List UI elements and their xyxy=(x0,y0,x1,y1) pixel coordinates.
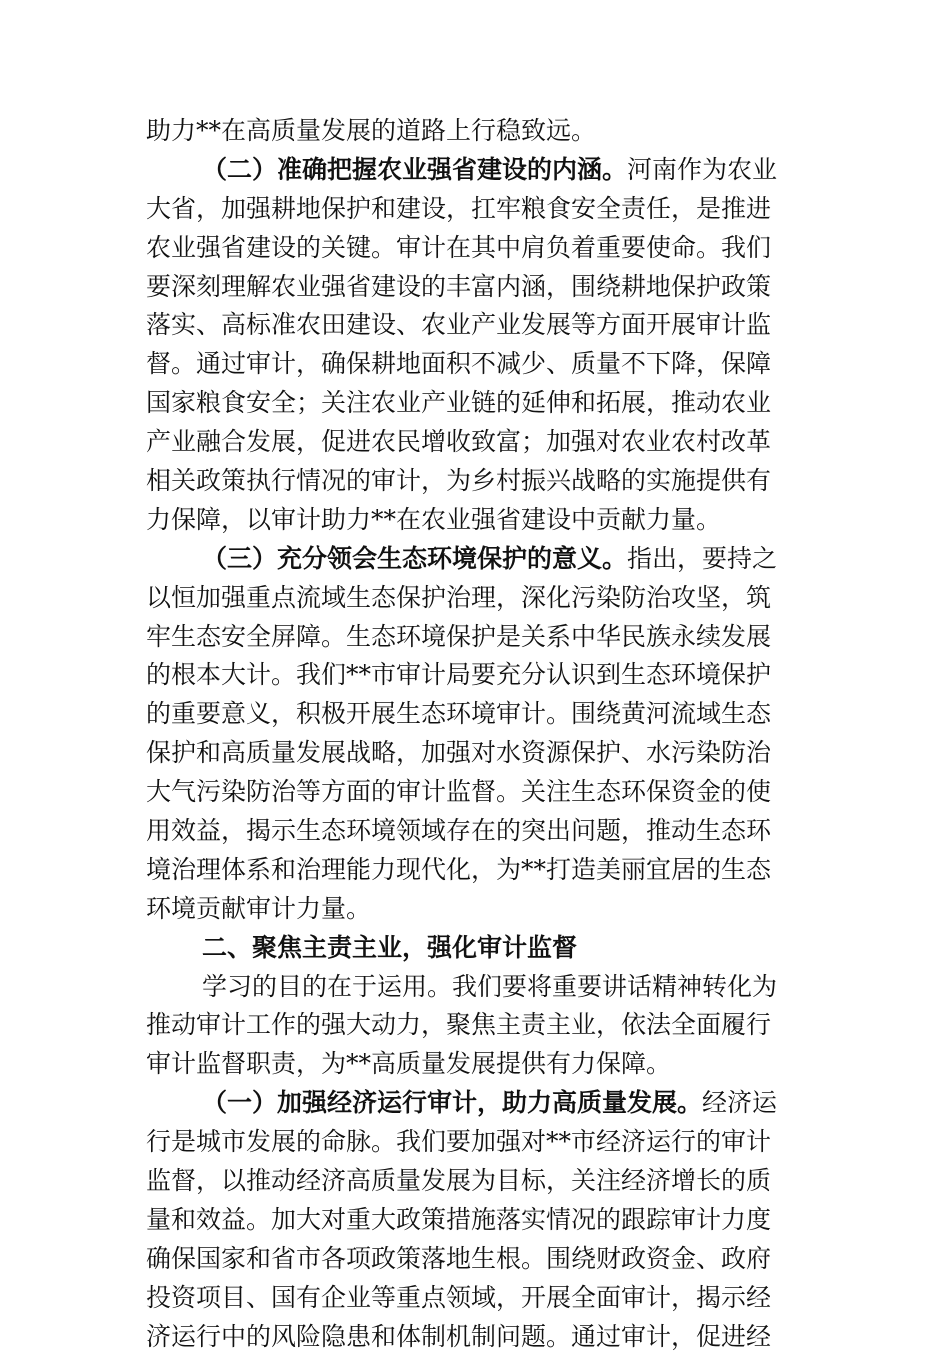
paragraph-text: 河南作为农业 xyxy=(627,154,778,184)
paragraph-text: 以恒加强重点流域生态保护治理，深化污染防治攻坚，筑 xyxy=(146,582,772,612)
paragraph-text: 相关政策执行情况的审计，为乡村振兴战略的实施提供有 xyxy=(146,466,772,496)
paragraph-text: 行是城市发展的命脉。我们要加强对**市经济运行的审计 xyxy=(146,1127,772,1157)
paragraph-line xyxy=(146,1279,806,1318)
paragraph-line xyxy=(146,968,806,1007)
paragraph-line xyxy=(146,1123,806,1162)
paragraph-text: 保护和高质量发展战略，加强对水资源保护、水污染防治 xyxy=(146,738,772,768)
paragraph-line xyxy=(146,1240,806,1279)
paragraph-text: 确保国家和省市各项政策落地生根。围绕财政资金、政府 xyxy=(146,1243,772,1273)
paragraph-line xyxy=(146,656,806,695)
subsection-line xyxy=(146,1084,806,1123)
paragraph-line xyxy=(146,1006,806,1045)
section-heading-text: 二、聚焦主责主业，强化审计监督 xyxy=(202,932,578,962)
paragraph-line xyxy=(146,812,806,851)
paragraph-text: 审计监督职责，为**高质量发展提供有力保障。 xyxy=(146,1049,672,1079)
paragraph-text: 监督，以推动经济高质量发展为目标，关注经济增长的质 xyxy=(146,1166,772,1196)
subsection-line xyxy=(146,540,806,579)
paragraph-text: 投资项目、国有企业等重点领域，开展全面审计，揭示经 xyxy=(146,1282,772,1312)
paragraph-text: 大气污染防治等方面的审计监督。关注生态环保资金的使 xyxy=(146,777,772,807)
paragraph-text: 经济运 xyxy=(702,1088,778,1118)
paragraph-line xyxy=(146,384,806,423)
paragraph-text: 推动审计工作的强大动力，聚焦主责主业，依法全面履行 xyxy=(146,1010,772,1040)
paragraph-line xyxy=(146,229,806,268)
paragraph-line xyxy=(146,1318,806,1357)
paragraph-line xyxy=(146,462,806,501)
paragraph-line xyxy=(146,1162,806,1201)
paragraph-text: 力保障，以审计助力**在农业强省建设中贡献力量。 xyxy=(146,504,722,534)
paragraph-text: 助力**在高质量发展的道路上行稳致远。 xyxy=(146,116,597,145)
paragraph-line xyxy=(146,1045,806,1084)
paragraph-text: 农业强省建设的关键。审计在其中肩负着重要使命。我们 xyxy=(146,232,772,262)
paragraph-text: 落实、高标准农田建设、农业产业发展等方面开展审计监 xyxy=(146,310,772,340)
paragraph-line xyxy=(146,190,806,229)
paragraph-text: 要深刻理解农业强省建设的丰富内涵，围绕耕地保护政策 xyxy=(146,271,772,301)
paragraph-text: 环境贡献审计力量。 xyxy=(146,893,372,923)
paragraph-line xyxy=(146,501,806,540)
subsection-title: （二）准确把握农业强省建设的内涵。 xyxy=(202,154,628,184)
paragraph-text: 济运行中的风险隐患和体制机制问题。通过审计，促进经 xyxy=(146,1321,772,1351)
subsection-title: （一）加强经济运行审计，助力高质量发展。 xyxy=(202,1088,703,1118)
paragraph-text: 国家粮食安全；关注农业产业链的延伸和拓展，推动农业 xyxy=(146,388,772,418)
paragraph-text: 的根本大计。我们**市审计局要充分认识到生态环境保护 xyxy=(146,660,772,690)
paragraph-line xyxy=(146,890,806,929)
paragraph-line xyxy=(146,112,806,151)
paragraph-text: 督。通过审计，确保耕地面积不减少、质量不下降，保障 xyxy=(146,349,772,379)
paragraph-text: 牢生态安全屏障。生态环境保护是关系中华民族永续发展 xyxy=(146,621,772,651)
paragraph-text: 大省，加强耕地保护和建设，扛牢粮食安全责任，是推进 xyxy=(146,193,772,223)
paragraph-text: 用效益，揭示生态环境领域存在的突出问题，推动生态环 xyxy=(146,816,772,846)
paragraph-text: 的重要意义，积极开展生态环境审计。围绕黄河流域生态 xyxy=(146,699,772,729)
subsection-title: （三）充分领会生态环境保护的意义。 xyxy=(202,543,628,573)
paragraph-line xyxy=(146,579,806,618)
paragraph-line xyxy=(146,618,806,657)
paragraph-line xyxy=(146,345,806,384)
paragraph-line xyxy=(146,773,806,812)
paragraph-text: 量和效益。加大对重大政策措施落实情况的跟踪审计力度 xyxy=(146,1204,772,1234)
paragraph-line xyxy=(146,268,806,307)
subsection-line xyxy=(146,151,806,190)
paragraph-text: 产业融合发展，促进农民增收致富；加强对农业农村改革 xyxy=(146,427,772,457)
paragraph-text: 学习的目的在于运用。我们要将重要讲话精神转化为 xyxy=(202,971,778,1001)
paragraph-line xyxy=(146,695,806,734)
section-heading xyxy=(146,929,806,968)
paragraph-text: 指出，要持之 xyxy=(627,543,778,573)
document-body xyxy=(146,112,806,1357)
paragraph-text: 境治理体系和治理能力现代化，为**打造美丽宜居的生态 xyxy=(146,854,772,884)
paragraph-line xyxy=(146,306,806,345)
paragraph-line xyxy=(146,1201,806,1240)
paragraph-line xyxy=(146,734,806,773)
paragraph-line xyxy=(146,423,806,462)
paragraph-line xyxy=(146,851,806,890)
